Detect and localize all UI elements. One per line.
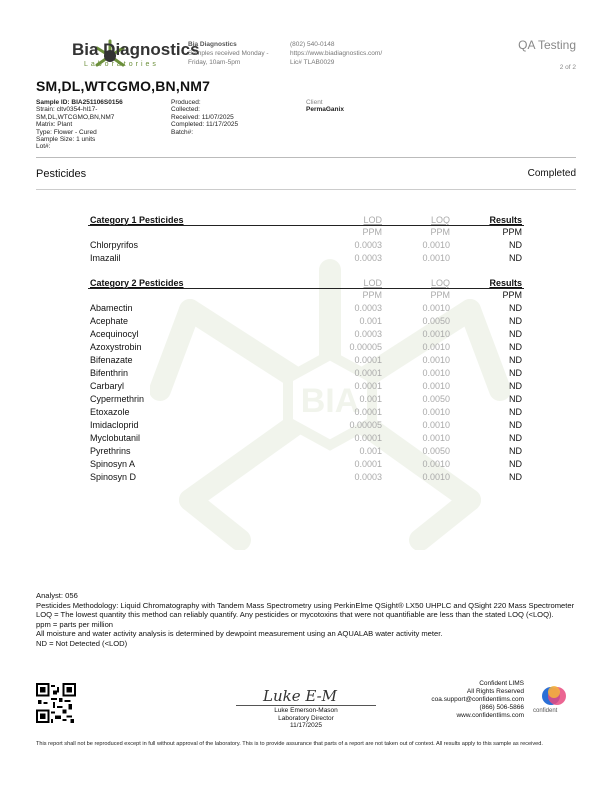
lod-header: LOD bbox=[363, 215, 382, 225]
lod-value: 0.0001 bbox=[354, 407, 382, 417]
sample-details bbox=[36, 99, 166, 151]
category-2-title: Category 2 Pesticides bbox=[90, 278, 184, 288]
analyte-name: Bifenazate bbox=[90, 355, 133, 365]
header-divider bbox=[36, 157, 576, 158]
result-value: ND bbox=[509, 407, 522, 417]
confident-website[interactable]: www.confidentlims.com bbox=[456, 712, 524, 719]
qr-code-icon[interactable] bbox=[36, 683, 76, 723]
table-row bbox=[88, 393, 524, 406]
lod-value: 0.00005 bbox=[349, 420, 382, 430]
sample-lot: Lot#: bbox=[36, 143, 51, 151]
table-row bbox=[88, 406, 524, 419]
table-row bbox=[88, 315, 524, 328]
table-row bbox=[88, 354, 524, 367]
lod-value: 0.0001 bbox=[354, 433, 382, 443]
table-row bbox=[88, 367, 524, 380]
category-1-header-row bbox=[88, 214, 524, 226]
result-value: ND bbox=[509, 381, 522, 391]
loq-value: 0.0010 bbox=[422, 407, 450, 417]
table-row bbox=[88, 328, 524, 341]
loq-value: 0.0050 bbox=[422, 316, 450, 326]
category-1-unit-row bbox=[88, 226, 524, 239]
result-value: ND bbox=[509, 253, 522, 263]
analyte-name: Pyrethrins bbox=[90, 446, 131, 456]
sample-title: SM,DL,WTCGMO,BN,NM7 bbox=[36, 78, 211, 94]
analyte-name: Acephate bbox=[90, 316, 129, 326]
loq-value: 0.0010 bbox=[422, 240, 450, 250]
logo-subtitle: Laboratories bbox=[84, 61, 159, 68]
table-row bbox=[88, 239, 524, 252]
lod-value: 0.001 bbox=[359, 316, 382, 326]
analyte-name: Bifenthrin bbox=[90, 368, 129, 378]
table-row bbox=[88, 445, 524, 458]
loq-unit: PPM bbox=[430, 227, 450, 237]
lod-unit: PPM bbox=[362, 290, 382, 300]
result-value: ND bbox=[509, 472, 522, 482]
results-unit: PPM bbox=[502, 227, 522, 237]
result-value: ND bbox=[509, 329, 522, 339]
section-status: Completed bbox=[527, 168, 576, 179]
table-row bbox=[88, 432, 524, 445]
result-value: ND bbox=[509, 446, 522, 456]
loq-value: 0.0010 bbox=[422, 253, 450, 263]
confident-company: Confident LIMS bbox=[479, 680, 524, 687]
analyte-name: Abamectin bbox=[90, 303, 133, 313]
client-label: Client bbox=[306, 99, 323, 106]
sample-matrix: Matrix: Plant bbox=[36, 121, 73, 129]
table-row bbox=[88, 302, 524, 315]
table-row bbox=[88, 252, 524, 265]
lab-info bbox=[188, 40, 269, 67]
table-row bbox=[88, 471, 524, 484]
result-value: ND bbox=[509, 433, 522, 443]
analyte-name: Azoxystrobin bbox=[90, 342, 142, 352]
lod-value: 0.00005 bbox=[349, 342, 382, 352]
result-value: ND bbox=[509, 303, 522, 313]
analyte-name: Cypermethrin bbox=[90, 394, 145, 404]
sample-dates bbox=[171, 99, 238, 136]
loq-unit: PPM bbox=[430, 290, 450, 300]
lod-header: LOD bbox=[363, 278, 382, 288]
loq-value: 0.0050 bbox=[422, 394, 450, 404]
lod-value: 0.0003 bbox=[354, 240, 382, 250]
method-notes bbox=[36, 591, 576, 648]
table-row bbox=[88, 419, 524, 432]
results-header: Results bbox=[489, 215, 522, 225]
section-title: Pesticides bbox=[36, 168, 87, 180]
analyte-name: Myclobutanil bbox=[90, 433, 141, 443]
signer-name: Luke Emerson-Mason bbox=[274, 707, 338, 714]
svg-text:BIA: BIA bbox=[300, 382, 360, 420]
lab-hours-line-1: Samples received Monday - bbox=[188, 50, 269, 57]
sample-strain-line-1: Strain: cltv0354-hl17- bbox=[36, 106, 98, 114]
loq-header: LOQ bbox=[430, 215, 450, 225]
sample-collected: Collected: bbox=[171, 106, 200, 114]
sample-id: Sample ID: BIA251106S0156 bbox=[36, 99, 123, 106]
sample-size: Sample Size: 1 units bbox=[36, 136, 96, 144]
result-value: ND bbox=[509, 368, 522, 378]
loq-note: LOQ = The lowest quantity this method can reliably quantify. Any pesticides or mycotoxins that were not quantifiable are less than the stated LOQ (<LOQ). bbox=[36, 610, 554, 619]
methodology: Pesticides Methodology: Liquid Chromatography with Tandem Mass Spectrometry using PerkinElme QSight® LX50 UHPLC and QSight 220 Mass Spectrometer bbox=[36, 600, 575, 610]
loq-value: 0.0010 bbox=[422, 433, 450, 443]
lod-unit: PPM bbox=[362, 227, 382, 237]
lod-value: 0.0003 bbox=[354, 472, 382, 482]
moisture-note: All moisture and water activity analysis is determined by dewpoint measurement using an AQUALAB water activity meter. bbox=[36, 629, 443, 638]
loq-value: 0.0010 bbox=[422, 355, 450, 365]
report-type: QA Testing bbox=[518, 38, 576, 52]
loq-value: 0.0010 bbox=[422, 459, 450, 469]
category-1-rows bbox=[88, 239, 524, 265]
confident-logo-text: confident bbox=[533, 708, 558, 714]
result-value: ND bbox=[509, 240, 522, 250]
lod-value: 0.0001 bbox=[354, 381, 382, 391]
table-row bbox=[88, 380, 524, 393]
client-name: PermaGanix bbox=[306, 106, 344, 114]
analyte-name: Etoxazole bbox=[90, 407, 130, 417]
table-row bbox=[88, 458, 524, 471]
analyte-name: Imidacloprid bbox=[90, 420, 139, 430]
analyte-name: Carbaryl bbox=[90, 381, 125, 391]
sample-produced: Produced: bbox=[171, 99, 201, 106]
sample-received: Received: 11/07/2025 bbox=[171, 113, 234, 121]
nd-note: ND = Not Detected (<LOD) bbox=[36, 638, 128, 648]
result-value: ND bbox=[509, 394, 522, 404]
client-block bbox=[306, 99, 344, 114]
lod-value: 0.0003 bbox=[354, 329, 382, 339]
analyte-name: Spinosyn A bbox=[90, 459, 136, 469]
lod-value: 0.001 bbox=[359, 446, 382, 456]
confident-info bbox=[431, 680, 524, 720]
lod-value: 0.0001 bbox=[354, 368, 382, 378]
category-2-header-row bbox=[88, 277, 524, 289]
page-number: 2 of 2 bbox=[559, 64, 576, 71]
result-value: ND bbox=[509, 316, 522, 326]
confident-phone: (866) 506-5866 bbox=[479, 704, 524, 711]
loq-value: 0.0010 bbox=[422, 368, 450, 378]
confident-email[interactable]: coa.support@confidentlims.com bbox=[431, 696, 524, 703]
category-2-unit-row bbox=[88, 289, 524, 302]
lab-website[interactable]: https://www.biadiagnostics.com/ bbox=[290, 50, 383, 57]
lab-hours-line-2: Friday, 10am-5pm bbox=[188, 59, 241, 66]
loq-header: LOQ bbox=[430, 278, 450, 288]
result-value: ND bbox=[509, 459, 522, 469]
result-value: ND bbox=[509, 355, 522, 365]
signature-date: 11/17/2025 bbox=[289, 722, 323, 729]
analyte-name: Acequinocyl bbox=[90, 329, 139, 339]
confident-rights: All Rights Reserved bbox=[466, 688, 524, 695]
logo-title: Bia Diagnostics bbox=[72, 40, 200, 59]
loq-value: 0.0010 bbox=[422, 342, 450, 352]
signature-line bbox=[236, 705, 376, 706]
result-value: ND bbox=[509, 420, 522, 430]
lab-contact bbox=[290, 40, 382, 67]
lod-value: 0.0003 bbox=[354, 303, 382, 313]
lab-phone: (802) 540-0148 bbox=[290, 41, 335, 48]
lab-name: Bia Diagnostics bbox=[188, 41, 237, 48]
loq-value: 0.0010 bbox=[422, 472, 450, 482]
category-2-table bbox=[88, 277, 524, 484]
lod-value: 0.001 bbox=[359, 394, 382, 404]
sample-batch: Batch#: bbox=[171, 128, 194, 136]
sample-strain-line-2: SM,DL,WTCGMO,BN,NM7 bbox=[36, 113, 115, 121]
loq-value: 0.0010 bbox=[422, 381, 450, 391]
lab-license: Lic# TLAB0029 bbox=[290, 59, 335, 66]
loq-value: 0.0010 bbox=[422, 420, 450, 430]
signature-block bbox=[236, 707, 376, 730]
results-unit: PPM bbox=[502, 290, 522, 300]
section-divider bbox=[36, 189, 576, 190]
result-value: ND bbox=[509, 342, 522, 352]
category-1-table bbox=[88, 214, 524, 265]
lod-value: 0.0001 bbox=[354, 459, 382, 469]
category-1-title: Category 1 Pesticides bbox=[90, 215, 184, 225]
category-2-rows bbox=[88, 302, 524, 484]
loq-value: 0.0050 bbox=[422, 446, 450, 456]
lod-value: 0.0001 bbox=[354, 355, 382, 365]
analyte-name: Imazalil bbox=[90, 253, 121, 263]
analyte-name: Spinosyn D bbox=[90, 472, 137, 482]
confident-logo-icon bbox=[540, 684, 568, 708]
sample-completed: Completed: 11/17/2025 bbox=[171, 121, 239, 129]
results-header: Results bbox=[489, 278, 522, 288]
footer-disclaimer: This report shall not be reproduced except in full without approval of the laboratory. This is to provide assurance that parts of a report are not taken out of context. All results apply to this sample as received. bbox=[36, 741, 543, 747]
lod-value: 0.0003 bbox=[354, 253, 382, 263]
loq-value: 0.0010 bbox=[422, 303, 450, 313]
signer-title: Laboratory Director bbox=[278, 714, 334, 722]
loq-value: 0.0010 bbox=[422, 329, 450, 339]
signature-text: Luke E-M bbox=[262, 687, 338, 705]
analyst: Analyst: 056 bbox=[36, 591, 78, 600]
ppm-note: ppm = parts per million bbox=[36, 619, 114, 629]
table-row bbox=[88, 341, 524, 354]
analyte-name: Chlorpyrifos bbox=[90, 240, 139, 250]
sample-type: Type: Flower - Cured bbox=[36, 128, 97, 136]
